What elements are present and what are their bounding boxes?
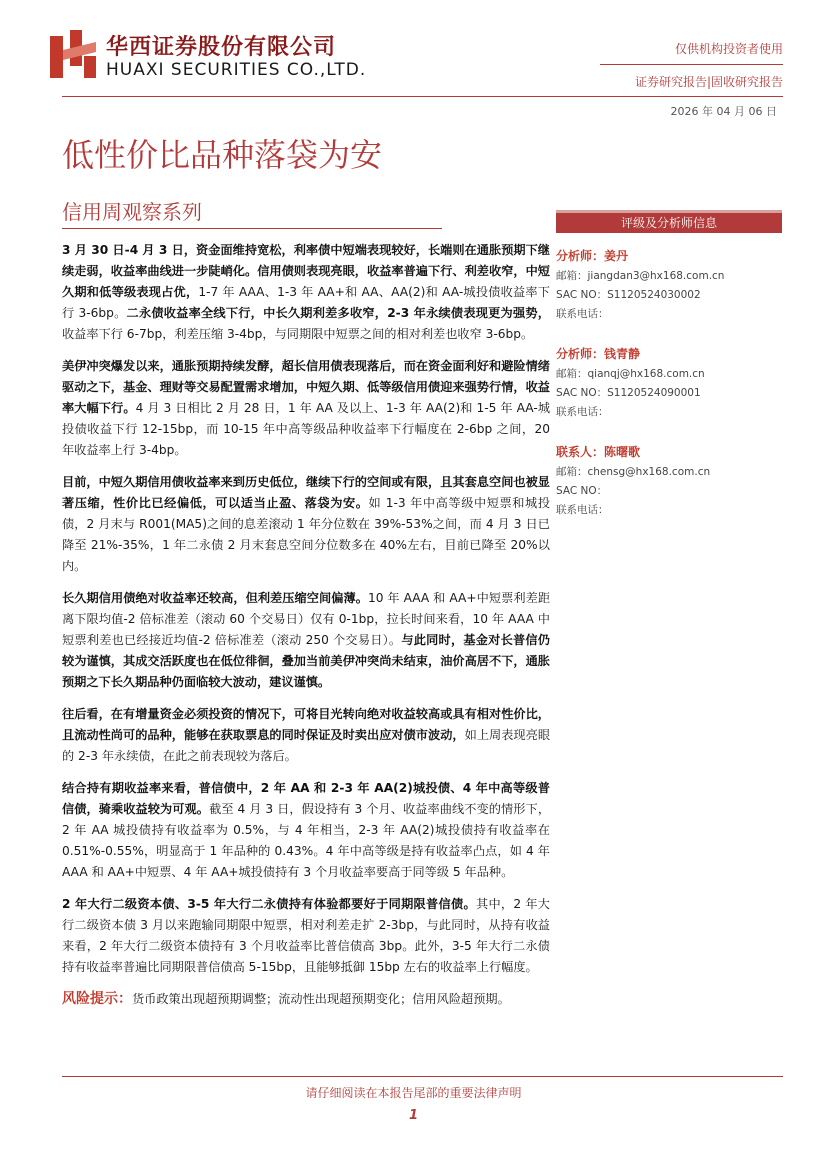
header-divider — [600, 64, 783, 65]
report-type-tag: 证券研究报告|固收研究报告 — [634, 75, 783, 89]
series-underline — [62, 228, 442, 229]
series-title: 信用周观察系列 — [62, 200, 202, 224]
paragraph-5: 往后看，在有增量资金必须投资的情况下，可将目光转向绝对收益较高或具有相对性价比，且流动性尚可的品种，能够在获取票息的同时保证及时卖出应对债市波动，如上周表现亮眼的 2-3 年永续债，在此之前表现较为落后。 — [62, 707, 551, 763]
footer-rule — [62, 1076, 783, 1077]
analyst-phone: 联系电话： — [556, 406, 609, 418]
paragraph-2: 美伊冲突爆发以来，通胀预期持续发酵，超长信用债表现落后，而在资金面利好和避险情绪驱动之下，基金、理财等交易配置需求增加，中短久期、低等级信用债迎来强势行情，收益率大幅下行。4 月 3 日相比 2 月 28 日，1 年 AA 及以上、1-3 年 AA(2)和 1-5 年 AA-城投债收益下行 12-15bp，而 10-15 年中高等级品种收益率下行幅度在 2-6bp 之间，20 年收益率上行 3-4bp。 — [62, 359, 551, 457]
contact-phone: 联系电话： — [556, 504, 609, 516]
contact-name: 陈曙歌 — [604, 445, 641, 459]
analyst-name: 姜丹 — [604, 249, 629, 263]
analyst-sidebar — [556, 210, 782, 520]
sidebar-heading: 评级及分析师信息 — [556, 210, 782, 233]
analyst-name: 钱青静 — [604, 347, 641, 361]
contact-card: 联系人：陈曙歌 邮箱：chensg@hx168.com.cn SAC NO： 联系电话： — [556, 443, 782, 520]
risk-warning: 风险提示：货币政策出现超预期调整；流动性出现超预期变化；信用风险超预期。 — [62, 991, 510, 1007]
paragraph-7: 2 年大行二级资本债、3-5 年大行二永债持有体验都要好于同期限普信债。其中，2 年大行二级资本债 3 月以来跑输同期限中短票，相对利差走扩 2-3bp，与此同时，从持有收益来看，2 年大行二级资本债持有 3 个月收益率比普信债高 3bp。此外，3-5 年大行二永债持有收益率普遍比同期限普信债高 5-15bp，且能够抵御 15bp 左右的收益率上行幅度。 — [62, 897, 550, 974]
paragraph-4: 长久期信用债绝对收益率还较高，但利差压缩空间偏薄。10 年 AAA 和 AA+中短票利差距离下限均值-2 倍标准差（滚动 60 个交易日）仅有 0-1bp，拉长时间来看，10 年 AAA 中短票利差也已经接近均值-2 倍标准差（滚动 250 个交易日）。与此同时，基金对长普信仍较为谨慎，其成交活跃度也在低位徘徊，叠加当前美伊冲突尚未结束，油价高居不下，通胀预期之下长久期品种仍面临较大波动，建议谨慎。 — [62, 591, 551, 689]
analyst-email: 邮箱：jiangdan3@hx168.com.cn — [556, 270, 725, 282]
analyst-sac: SAC NO：S1120524090001 — [556, 387, 701, 399]
contact-email: 邮箱：chensg@hx168.com.cn — [556, 466, 711, 478]
page-title: 低性价比品种落袋为安 — [62, 136, 383, 174]
analyst-card: 分析师：姜丹 邮箱：jiangdan3@hx168.com.cn SAC NO：S1120524030002 联系电话： — [556, 247, 782, 324]
huaxi-logo-icon — [50, 30, 96, 78]
analyst-sac: SAC NO：S1120524030002 — [556, 289, 701, 301]
company-name-cn: 华西证券股份有限公司 — [106, 35, 337, 60]
paragraph-6: 结合持有期收益率来看，普信债中，2 年 AA 和 2-3 年 AA(2)城投债、4 年中高等级普信债，骑乘收益较为可观。截至 4 月 3 日，假设持有 3 个月、收益率曲线不变的情形下，2 年 AA 城投债持有收益率为 0.5%，与 4 年相当，2-3 年 AA(2)城投债持有收益率在 0.51%-0.55%，明显高于 1 年品种的 0.43%。4 年中高等级是持有收益率凸点，如 4 年 AAA 和 AA+中短票、4 年 AA+城投债持有 3 个月收益率要高于同等级 5 年品种。 — [62, 781, 551, 879]
page-number: 1 — [408, 1108, 419, 1123]
audience-tag: 仅供机构投资者使用 — [674, 42, 783, 56]
risk-label: 风险提示： — [62, 991, 132, 1007]
company-name-en: HUAXI SECURITIES CO.,LTD. — [106, 60, 367, 80]
paragraph-3: 目前，中短久期信用债收益率来到历史低位，继续下行的空间或有限，且其套息空间也被显著压缩，性价比已经偏低，可以适当止盈、落袋为安。如 1-3 年中高等级中短票和城投债，2 月末与 R001(MA5)之间的息差滚动 1 年分位数在 39%-53%之间，而 4 月 3 日已降至 21%-35%，1 年二永债 2 月末套息空间分位数多在 40%左右，目前已降至 20%以内。 — [62, 475, 551, 573]
analyst-card: 分析师：钱青静 邮箱：qianqj@hx168.com.cn SAC NO：S1120524090001 联系电话： — [556, 345, 782, 422]
contact-sac: SAC NO： — [556, 485, 608, 497]
paragraph-1: 3 月 30 日-4 月 3 日，资金面维持宽松，利率债中短端表现较好，长端则在通胀预期下继续走弱，收益率曲线进一步陡峭化。信用债则表现亮眼，收益率普遍下行、利差收窄，中短久期和低等级表现占优，1-7 年 AAA、1-3 年 AA+和 AA、AA(2)和 AA-城投债收益率下行 3-6bp。二永债收益率全线下行，中长久期利差多收窄，2-3 年永续债表现更为强势，收益率下行 6-7bp，利差压缩 3-4bp，与同期限中短票之间的相对利差也收窄 3-6bp。 — [62, 243, 550, 341]
analyst-email: 邮箱：qianqj@hx168.com.cn — [556, 368, 705, 380]
analyst-phone: 联系电话： — [556, 308, 609, 320]
report-date: 2026 年 04 月 06 日 — [670, 105, 777, 118]
report-body — [62, 240, 550, 1021]
header-rule — [62, 96, 783, 97]
legal-notice: 请仔细阅读在本报告尾部的重要法律声明 — [305, 1086, 522, 1100]
